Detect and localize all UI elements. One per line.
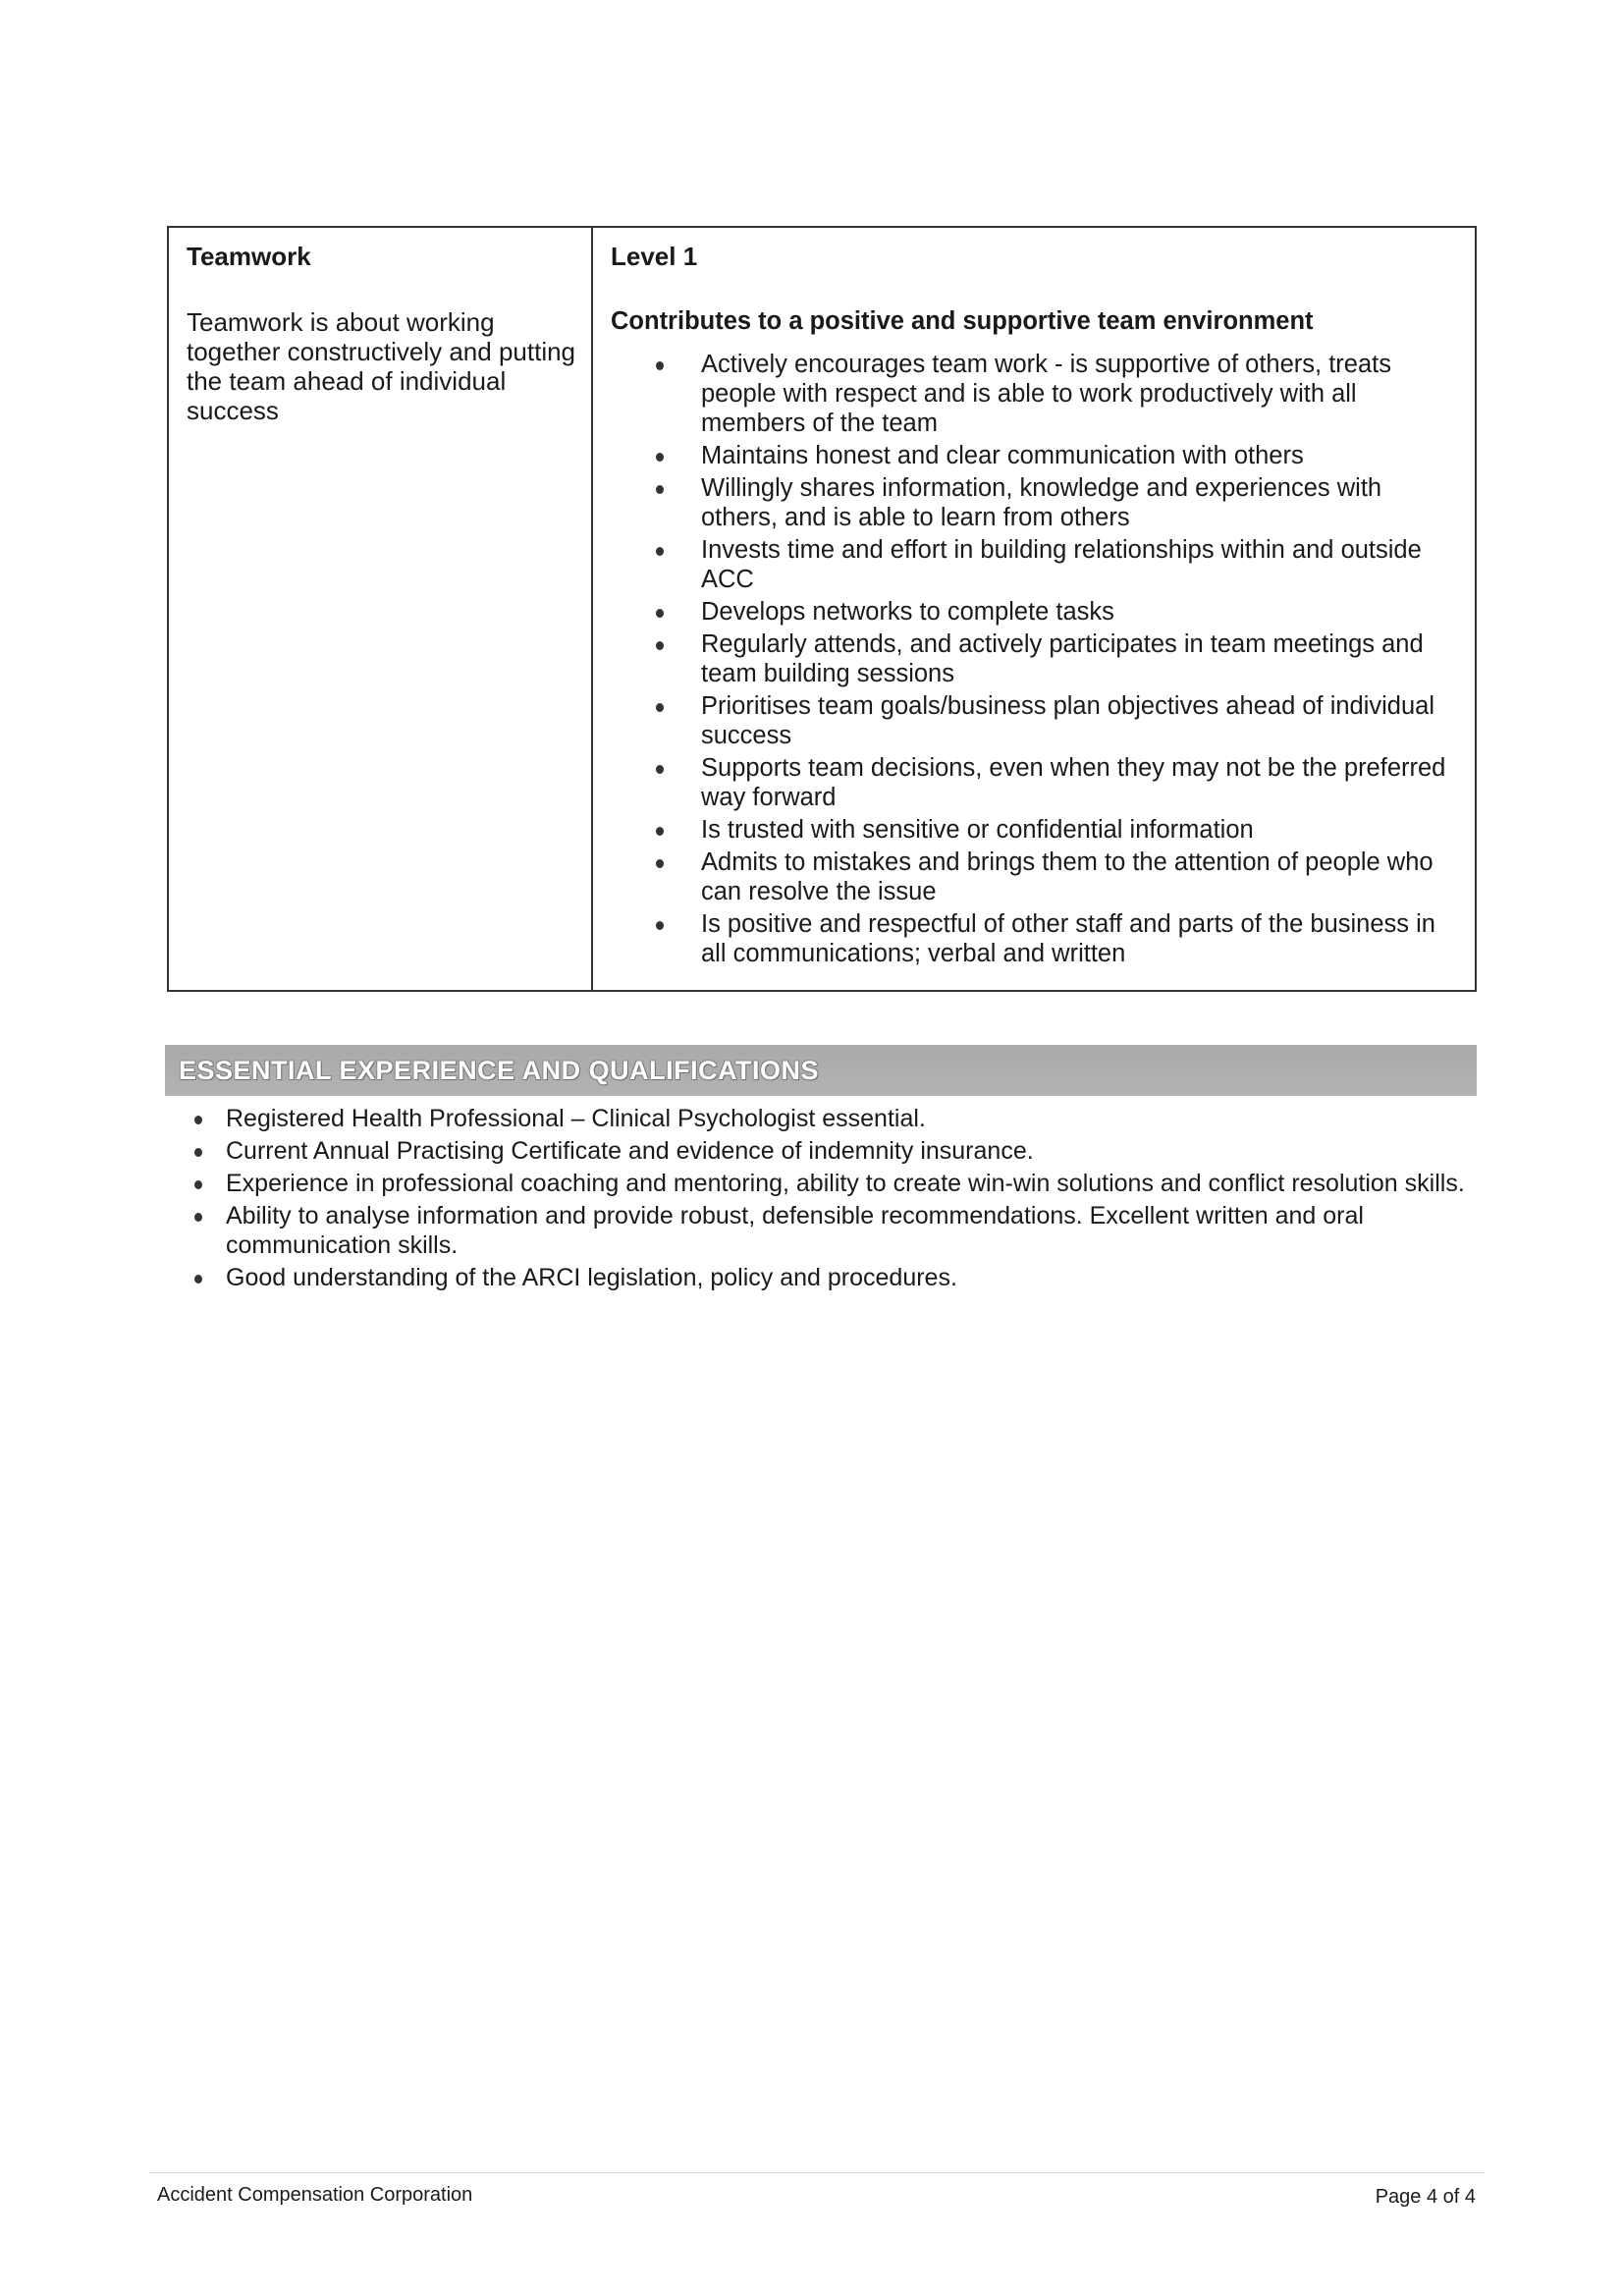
competency-name: Teamwork (187, 242, 311, 271)
bullet-icon (656, 703, 664, 712)
competency-table (167, 226, 1477, 992)
level-subtitle: Contributes to a positive and supportive team environment (611, 307, 1314, 335)
behaviour-list (611, 350, 1461, 968)
bullet-icon (194, 1275, 202, 1284)
list-item: Maintains honest and clear communication with others (611, 441, 1461, 470)
list-item: Admits to mistakes and brings them to the attention of people who can resolve the issue (611, 847, 1461, 906)
bullet-icon (656, 859, 664, 868)
section-header-essential (165, 1045, 1477, 1096)
bullet-icon (656, 827, 664, 836)
list-item: Willingly shares information, knowledge and experiences with others, and is able to learn from others (611, 473, 1461, 532)
competency-definition-cell (169, 228, 593, 990)
competency-level-cell (593, 228, 1475, 990)
list-item: Ability to analyse information and provide robust, defensible recommendations. Excellent written and oral communication skills. (187, 1201, 1483, 1260)
list-item: Develops networks to complete tasks (611, 597, 1461, 627)
bullet-icon (656, 765, 664, 774)
list-item: Registered Health Professional – Clinical Psychologist essential. (187, 1104, 1483, 1133)
bullet-icon (656, 921, 664, 930)
page-number: Page 4 of 4 (1375, 2186, 1476, 2208)
bullet-icon (656, 641, 664, 650)
list-item: Regularly attends, and actively participates in team meetings and team building sessions (611, 629, 1461, 688)
list-item: Good understanding of the ARCI legislation, policy and procedures. (187, 1263, 1483, 1292)
bullet-icon (656, 547, 664, 556)
bullet-icon (656, 485, 664, 494)
bullet-icon (194, 1180, 202, 1189)
list-item: Is positive and respectful of other staff and parts of the business in all communications; verbal and written (611, 909, 1461, 968)
footer-organisation: Accident Compensation Corporation (157, 2184, 473, 2206)
list-item: Supports team decisions, even when they may not be the preferred way forward (611, 753, 1461, 812)
level-title: Level 1 (611, 242, 698, 271)
bullet-icon (656, 609, 664, 618)
bullet-icon (194, 1213, 202, 1222)
footer-divider (149, 2172, 1485, 2173)
bullet-icon (194, 1148, 202, 1157)
list-item: Prioritises team goals/business plan objectives ahead of individual success (611, 691, 1461, 750)
section-heading: ESSENTIAL EXPERIENCE AND QUALIFICATIONS (179, 1055, 820, 1085)
bullet-icon (656, 453, 664, 462)
list-item: Current Annual Practising Certificate and evidence of indemnity insurance. (187, 1136, 1483, 1166)
bullet-icon (194, 1116, 202, 1124)
list-item: Is trusted with sensitive or confidential information (611, 815, 1461, 845)
bullet-icon (656, 361, 664, 370)
list-item: Experience in professional coaching and mentoring, ability to create win-win solutions and conflict resolution skills. (187, 1169, 1483, 1198)
list-item: Invests time and effort in building relationships within and outside ACC (611, 535, 1461, 594)
qualification-list (187, 1104, 1483, 1295)
competency-description: Teamwork is about working together constructively and putting the team ahead of individual success (187, 307, 576, 425)
list-item: Actively encourages team work - is supportive of others, treats people with respect and is able to work productively with all members of the team (611, 350, 1461, 438)
